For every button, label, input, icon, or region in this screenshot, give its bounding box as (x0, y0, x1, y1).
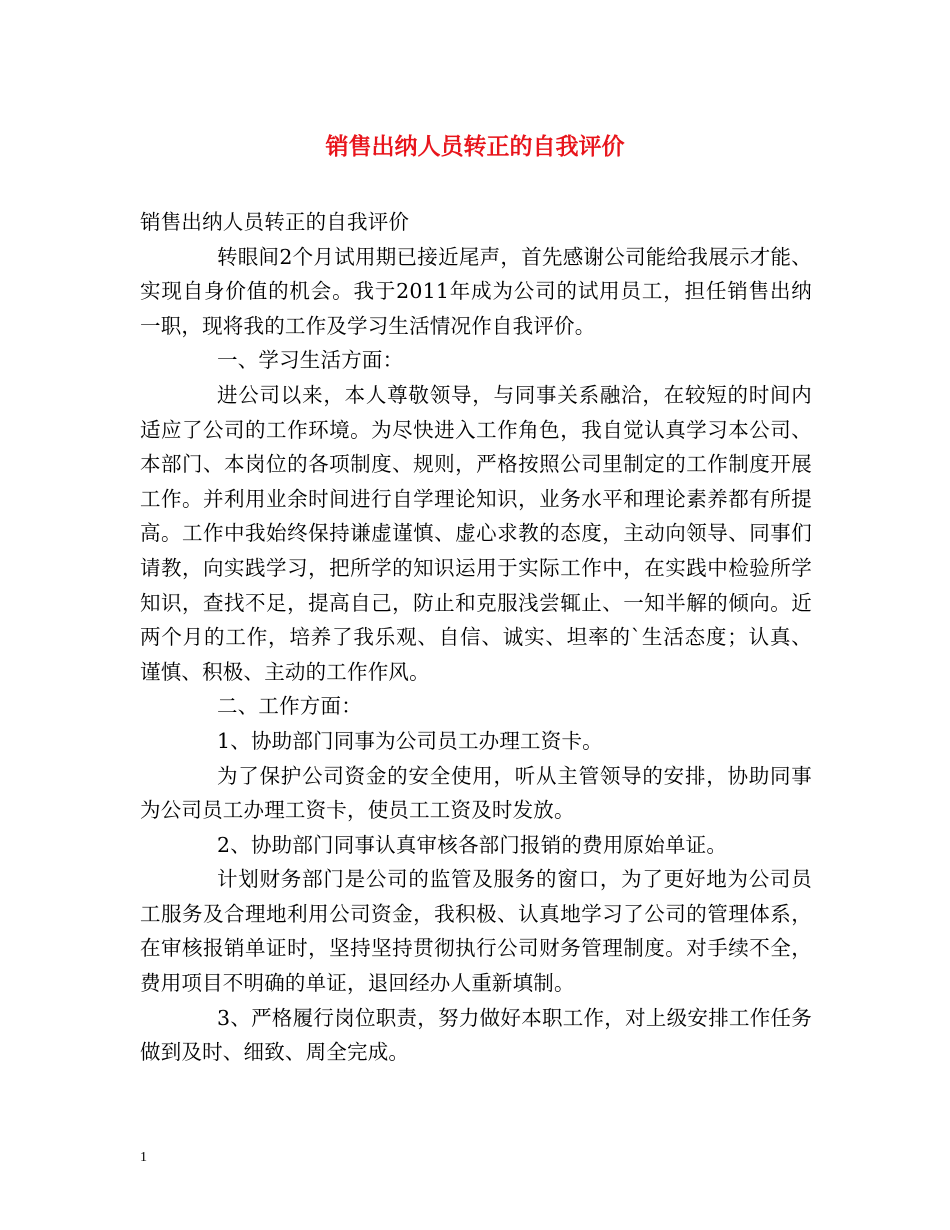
document-title: 销售出纳人员转正的自我评价 (325, 133, 625, 160)
paragraph-study-life: 进公司以来，本人尊敬领导，与同事关系融洽，在较短的时间内适应了公司的工作环境。为尽快进入工作角色，我自觉认真学习本公司、本部门、本岗位的各项制度、规则，严格按照公司里制定的工作制度开展工作。并利用业余时间进行自学理论知识，业务水平和理论素养都有所提高。工作中我始终保持谦虚谨慎、虚心求教的态度，主动向领导、同事们请教，向实践学习，把所学的知识运用于实际工作中，在实践中检验所学知识，查找不足，提高自己，防止和克服浅尝辄止、一知半解的倾向。近两个月的工作，培养了我乐观、自信、诚实、坦率的`生活态度；认真、谨慎、积极、主动的工作作风。 (140, 382, 812, 684)
work-item-1-paragraph: 为了保护公司资金的安全使用，听从主管领导的安排，协助同事为公司员工办理工资卡，使员工工资及时发放。 (140, 763, 812, 823)
body-heading: 销售出纳人员转正的自我评价 (140, 210, 410, 234)
work-item-2-heading: 2、协助部门同事认真审核各部门报销的费用原始单证。 (217, 832, 728, 857)
document-body (140, 205, 812, 1070)
page-number: 1 (140, 1150, 147, 1165)
section-heading-work: 二、工作方面： (217, 694, 362, 719)
section-heading-study-life: 一、学习生活方面： (217, 348, 404, 373)
work-item-3-paragraph: 3、严格履行岗位职责，努力做好本职工作，对上级安排工作任务做到及时、细致、周全完成。 (140, 1005, 812, 1065)
work-item-2-paragraph: 计划财务部门是公司的监管及服务的窗口，为了更好地为公司员工服务及合理地利用公司资金，我积极、认真地学习了公司的管理体系，在审核报销单证时，坚持坚持贯彻执行公司财务管理制度。对手续不全，费用项目不明确的单证，退回经办人重新填制。 (140, 867, 812, 996)
paragraph-intro: 转眼间2个月试用期已接近尾声，首先感谢公司能给我展示才能、实现自身价值的机会。我于2011年成为公司的试用员工，担任销售出纳一职，现将我的工作及学习生活情况作自我评价。 (140, 244, 812, 338)
work-item-1-heading: 1、协助部门同事为公司员工办理工资卡。 (217, 728, 603, 753)
